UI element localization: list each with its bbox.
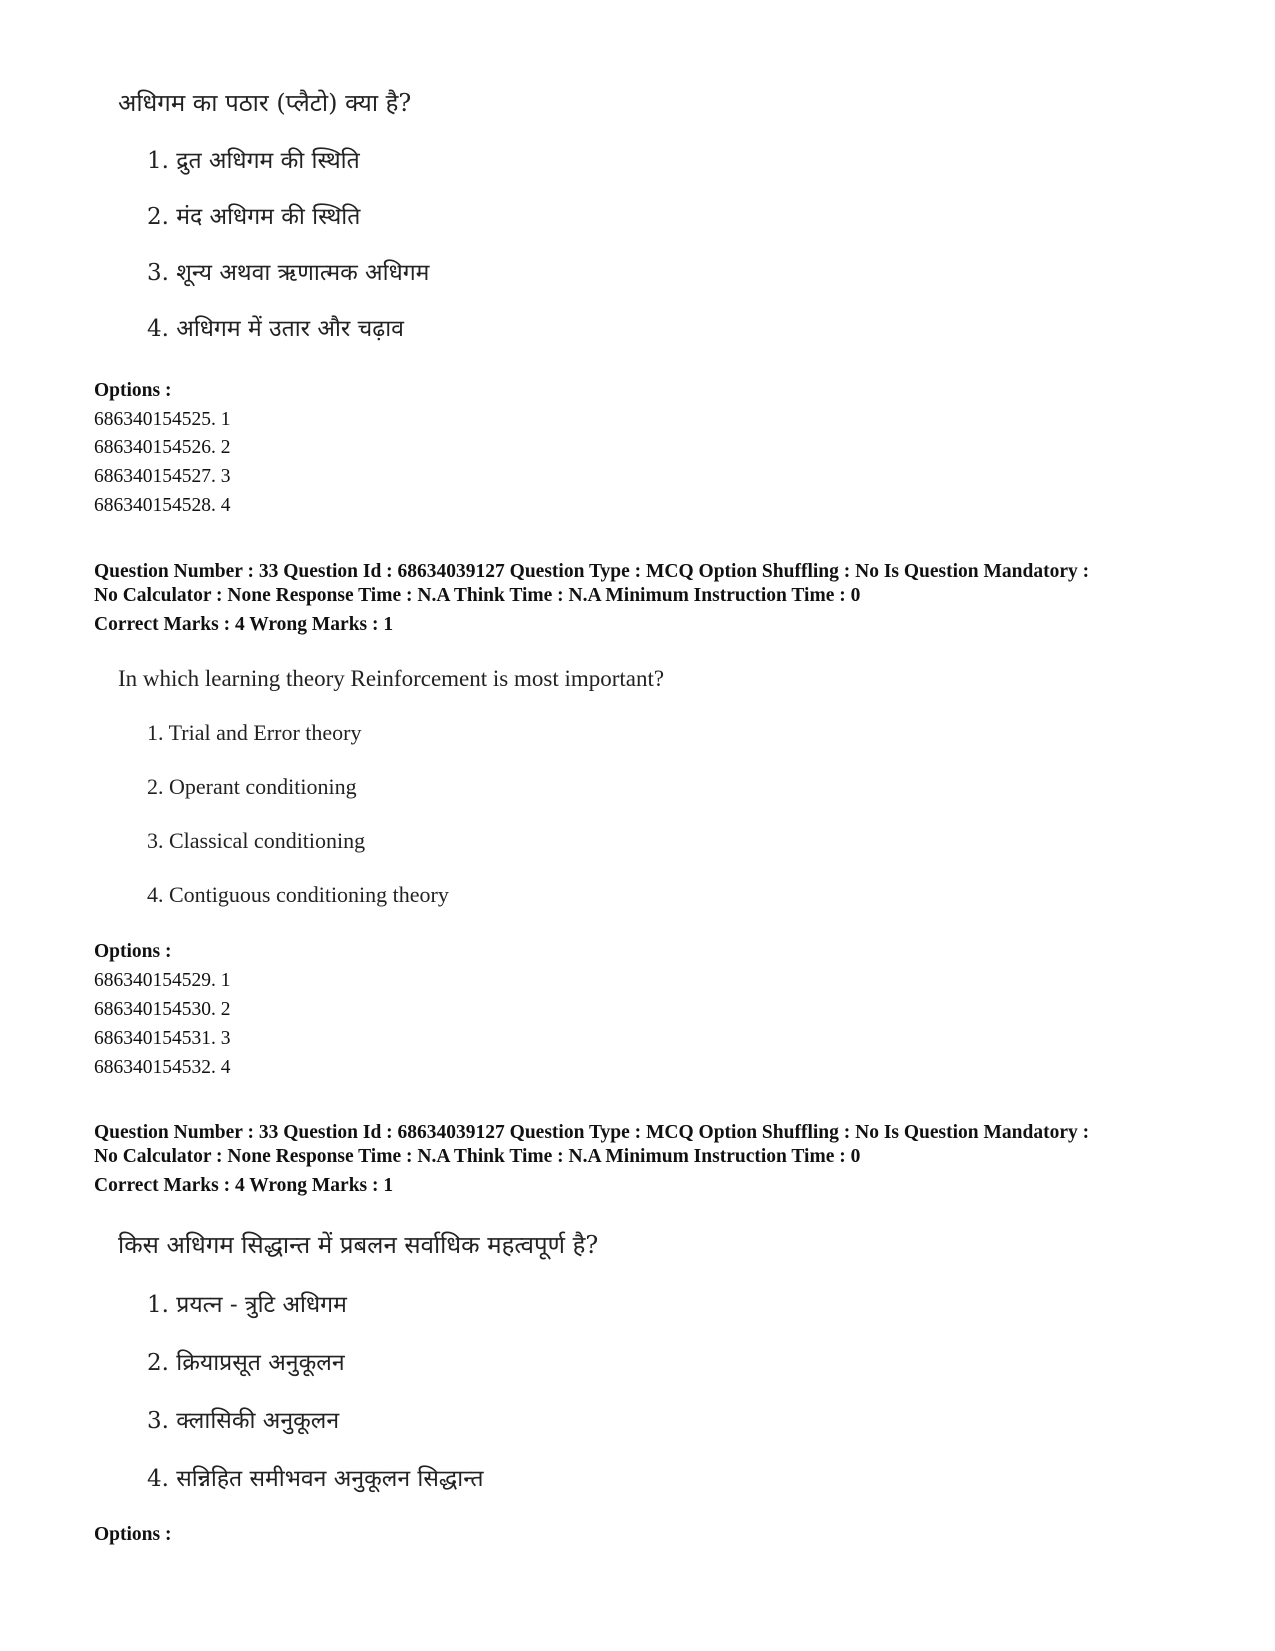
option-id: 686340154529. 1: [94, 970, 231, 991]
question-text: अधिगम का पठार (प्लैटो) क्या है?: [118, 89, 412, 117]
option-id: 686340154526. 2: [94, 437, 231, 458]
question-text: In which learning theory Reinforcement is most important?: [118, 666, 665, 691]
marks-line: Correct Marks : 4 Wrong Marks : 1: [94, 1175, 394, 1196]
choice-2: 2. मंद अधिगम की स्थिति: [147, 204, 361, 230]
options-label: Options :: [94, 941, 172, 962]
choice-2: 2. क्रियाप्रसूत अनुकूलन: [147, 1350, 345, 1376]
option-id: 686340154531. 3: [94, 1028, 231, 1049]
option-id: 686340154528. 4: [94, 495, 231, 516]
question-meta-line2: No Calculator : None Response Time : N.A Think Time : N.A Minimum Instruction Time : 0: [94, 1146, 861, 1167]
options-label: Options :: [94, 1524, 172, 1545]
question-text: किस अधिगम सिद्धान्त में प्रबलन सर्वाधिक महत्वपूर्ण है?: [118, 1231, 599, 1259]
choice-4: 4. Contiguous conditioning theory: [147, 882, 449, 907]
choice-1: 1. Trial and Error theory: [147, 720, 362, 745]
choice-2: 2. Operant conditioning: [147, 774, 357, 799]
choice-1: 1. द्रुत अधिगम की स्थिति: [147, 148, 360, 174]
option-id: 686340154532. 4: [94, 1057, 231, 1078]
options-label: Options :: [94, 380, 172, 401]
choice-4: 4. अधिगम में उतार और चढ़ाव: [147, 316, 404, 342]
option-id: 686340154527. 3: [94, 466, 231, 487]
choice-3: 3. क्लासिकी अनुकूलन: [147, 1408, 340, 1434]
choice-3: 3. Classical conditioning: [147, 828, 366, 853]
question-meta-line2: No Calculator : None Response Time : N.A Think Time : N.A Minimum Instruction Time : 0: [94, 585, 861, 606]
marks-line: Correct Marks : 4 Wrong Marks : 1: [94, 614, 394, 635]
question-meta-line1: Question Number : 33 Question Id : 68634039127 Question Type : MCQ Option Shuffling : No Is Question Mandatory :: [94, 1122, 1090, 1143]
option-id: 686340154530. 2: [94, 999, 231, 1020]
choice-4: 4. सन्निहित समीभवन अनुकूलन सिद्धान्त: [147, 1466, 484, 1492]
choice-1: 1. प्रयत्न - त्रुटि अधिगम: [147, 1292, 347, 1318]
choice-3: 3. शून्य अथवा ऋणात्मक अधिगम: [147, 260, 430, 286]
option-id: 686340154525. 1: [94, 409, 231, 430]
question-meta-line1: Question Number : 33 Question Id : 68634039127 Question Type : MCQ Option Shuffling : No Is Question Mandatory :: [94, 561, 1090, 582]
